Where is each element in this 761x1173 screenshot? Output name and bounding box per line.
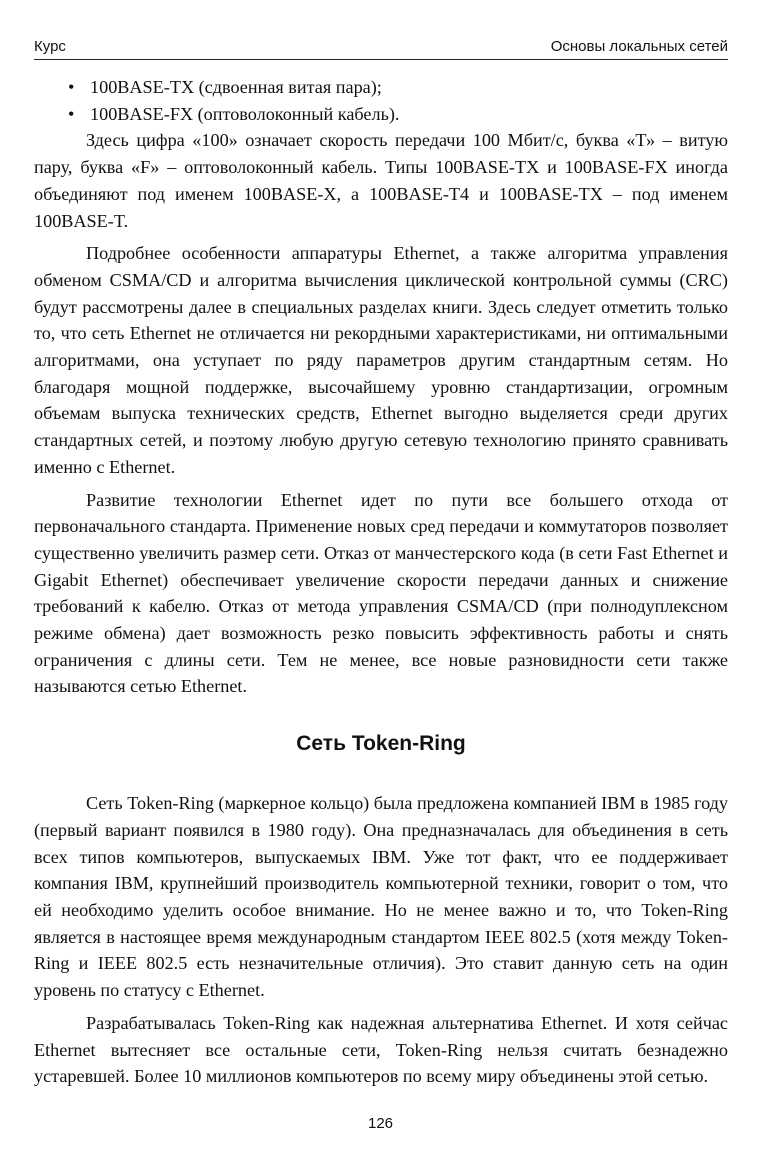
section-heading: Сеть Token-Ring	[296, 732, 466, 756]
running-header	[34, 36, 728, 60]
page-number: 126	[367, 1115, 394, 1132]
header-book-title: Основы локальных сетей	[550, 38, 728, 55]
bullet-icon: •	[68, 77, 75, 97]
list-item-text: 100BASE-FX (оптоволоконный кабель).	[90, 103, 400, 124]
header-course-label: Курс	[34, 38, 66, 55]
list-item-text: 100BASE-TX (сдвоенная витая пара);	[90, 77, 382, 97]
paragraph: Развитие технологии Ethernet идет по пути все большего отхода от первоначального стандарта. Применение новых сред передачи и коммутаторов позволяет существенно увеличить размер сети. Отказ от манчестерского кода (в сети Fast Ethernet и Gigabit Ethernet) обеспечивает увеличение скорости передачи данных и снижение требований к кабелю. Отказ от метода управления CSMA/CD (при полнодуплексном режиме обмена) дает возможность резко повысить эффективность работы и снять ограничения с длины сети. Тем не менее, все новые разновидности сети также называются сетью Ethernet.	[34, 489, 728, 697]
bullet-icon: •	[68, 103, 75, 124]
list-item	[34, 101, 728, 128]
bullet-list	[34, 74, 728, 127]
paragraph: Здесь цифра «100» означает скорость передачи 100 Мбит/с, буква «Т» – витую пару, буква «F» – оптоволоконный кабель. Типы 100BASE-TX и 100BASE-FX иногда объединяют под именем 100BASE-X, а 100BASE-T4 и 100BASE-TX – под именем 100BASE-T.	[34, 130, 728, 231]
book-page	[34, 36, 728, 1090]
paragraph: Сеть Token-Ring (маркерное кольцо) была предложена компанией IBM в 1985 году (первый вариант появился в 1980 году). Она предназначалась для объединения в сеть всех типов компьютеров, выпускаемых IBM. Уже тот факт, что ее поддерживает компания IBM, крупнейший производитель компьютерной техники, говорит о том, что ей необходимо уделить особое внимание. Но не менее важно и то, что Token-Ring является в настоящее время международным стандартом IEEE 802.5 (хотя между Token-Ring и IEEE 802.5 есть незначительные отличия). Это ставит данную сеть на один уровень по статусу с Ethernet.	[34, 793, 729, 1001]
paragraph: Разрабатывалась Token-Ring как надежная альтернатива Ethernet. И хотя сейчас Ethernet вытесняет все остальные сети, Token-Ring нельзя считать безнадежно устаревшей. Более 10 миллионов компьютеров по всему миру объединены этой сетью.	[34, 1012, 728, 1087]
paragraph: Подробнее особенности аппаратуры Ethernet, а также алгоритма управления обменом CSMA/CD и алгоритма вычисления циклической контрольной суммы (CRC) будут рассмотрены далее в специальных разделах книги. Здесь следует отметить только то, что сеть Ethernet не отличается ни рекордными характеристиками, ни оптимальными алгоритмами, она уступает по ряду параметров другим стандартным сетям. Но благодаря мощной поддержке, высочайшему уровню стандартизации, огромным объемам выпуска технических средств, Ethernet выгодно выделяется среди других стандартных сетей, и поэтому любую другую сетевую технологию принято сравнивать именно с Ethernet.	[34, 243, 728, 477]
list-item	[34, 74, 728, 101]
page-body	[34, 74, 728, 1090]
